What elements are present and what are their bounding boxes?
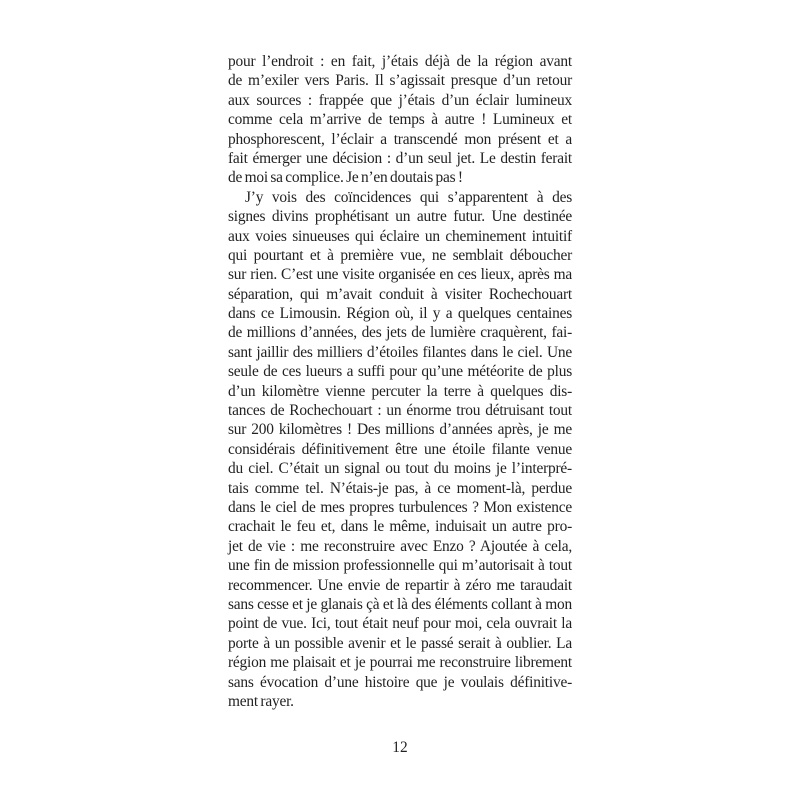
text-line: sans cesse et je glanais çà et là des éléments collant à mon xyxy=(228,595,572,613)
text-line: dans le ciel de mes propres turbulences ? Mon existence xyxy=(228,498,572,516)
text-line: recommencer. Une envie de repartir à zéro me taraudait xyxy=(228,576,572,594)
text-line: phosphorescent, l’éclair a transcendé mon présent et a xyxy=(228,130,572,148)
text-line: considérais définitivement être une étoile filante venue xyxy=(228,440,572,458)
text-line: aux sources : frappée que j’étais d’un éclair lumineux xyxy=(228,91,572,109)
text-line: de moi sa complice. Je n’en doutais pas ! xyxy=(228,169,463,187)
text-line: jet de vie : me reconstruire avec Enzo ? Ajoutée à cela, xyxy=(228,537,572,555)
paragraph xyxy=(228,52,572,188)
text-line: sant jaillir des milliers d’étoiles filantes dans le ciel. Une xyxy=(228,343,572,361)
page-number: 12 xyxy=(392,739,408,756)
text-line: de m’exiler vers Paris. Il s’agissait presque d’un retour xyxy=(228,72,572,90)
text-line: comme cela m’arrive de temps à autre ! Lumineux et xyxy=(228,111,572,129)
text-line: d’un kilomètre vienne percuter la terre à quelques dis- xyxy=(228,382,572,400)
text-line: du ciel. C’était un signal ou tout du moins je l’interpré- xyxy=(228,460,572,478)
text-line: tances de Rochechouart : un énorme trou détruisant tout xyxy=(228,402,572,420)
text-line: tais comme tel. N’étais-je pas, à ce moment-là, perdue xyxy=(228,479,572,497)
text-line: séparation, qui m’avait conduit à visiter Rochechouart xyxy=(228,285,572,303)
text-line: sur rien. C’est une visite organisée en ces lieux, après ma xyxy=(228,266,572,284)
text-line: sur 200 kilomètres ! Des millions d’années après, je me xyxy=(228,421,572,439)
text-line: aux voies sinueuses qui éclaire un cheminement intuitif xyxy=(228,227,572,245)
text-line: ment rayer. xyxy=(228,692,294,710)
text-line: crachait le feu et, dans le même, induisait un autre pro- xyxy=(228,518,572,536)
text-line: point de vue. Ici, tout était neuf pour moi, cela ouvrait la xyxy=(228,615,572,633)
text-line: seule de ces lueurs a suffi pour qu’une météorite de plus xyxy=(228,363,572,381)
text-line: J’y vois des coïncidences qui s’apparentent à des xyxy=(245,188,572,206)
text-column xyxy=(228,52,572,711)
text-line: porte à un possible avenir et le passé serait à oublier. La xyxy=(228,634,572,652)
text-line: pour l’endroit : en fait, j’étais déjà de la région avant xyxy=(228,53,572,70)
text-line: dans ce Limousin. Région où, il y a quelques centaines xyxy=(228,305,572,323)
text-line: région me plaisait et je pourrai me reconstruire librement xyxy=(228,654,572,672)
text-line: de millions d’années, des jets de lumière craquèrent, fai- xyxy=(228,324,572,342)
text-line: qui pourtant et à première vue, ne semblait déboucher xyxy=(228,246,572,264)
text-line: signes divins prophétisant un autre futur. Une destinée xyxy=(228,208,572,226)
text-line: fait émerger une décision : d’un seul jet. Le destin ferait xyxy=(228,149,572,167)
paragraph xyxy=(228,188,572,712)
text-line: sans évocation d’une histoire que je voulais définitive- xyxy=(228,673,572,691)
text-line: une fin de mission professionnelle qui m’autorisait à tout xyxy=(228,557,572,575)
